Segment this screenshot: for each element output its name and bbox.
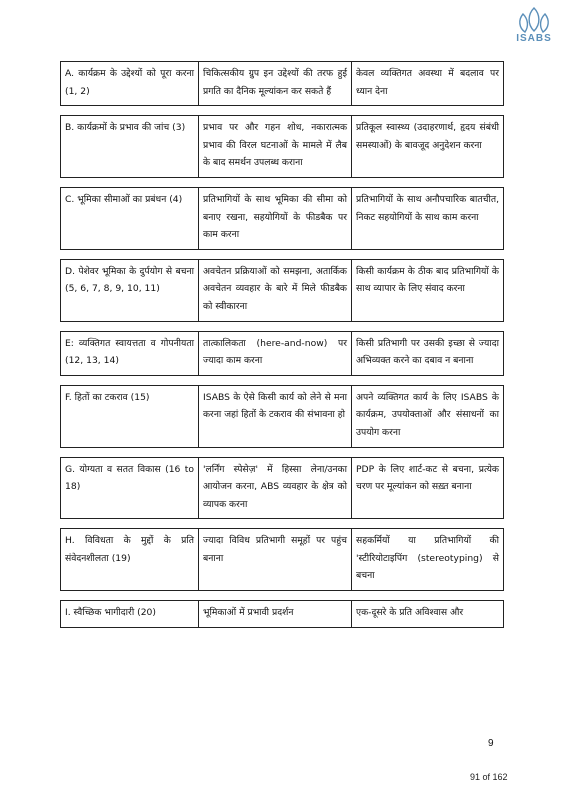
table-cell-do: भूमिकाओं में प्रभावी प्रदर्शन (199, 600, 352, 628)
table-cell-objective: H. विविधता के मुद्दों के प्रति संवेदनशीलता (19) (60, 528, 199, 591)
table-cell-do: 'लर्निंग स्पेसेज़' में हिस्सा लेना/उनका आयोजन करना, ABS व्यवहार के क्षेत्र को व्यापक करना (199, 457, 352, 520)
table-cell-avoid: किसी प्रतिभागी पर उसकी इच्छा से ज्यादा अभिव्यक्त करने का दबाव न बनाना (352, 331, 504, 376)
table-cell-objective: C. भूमिका सीमाओं का प्रबंधन (4) (60, 187, 199, 250)
table-row (60, 385, 504, 448)
table-cell-objective: B. कार्यक्रमों के प्रभाव की जांच (3) (60, 115, 199, 178)
table-cell-objective: F. हितों का टकराव (15) (60, 385, 199, 448)
table-cell-avoid: अपने व्यक्तिगत कार्य के लिए ISABS के कार्यक्रम, उपयोक्ताओं और संसाधनों का उपयोग करना (352, 385, 504, 448)
table-cell-avoid: केवल व्यक्तिगत अवस्था में बदलाव पर ध्यान देना (352, 61, 504, 106)
table-row (60, 187, 504, 250)
table-cell-avoid: प्रतिकूल स्वास्थ्य (उदाहरणार्थ, हृदय संबंधी समस्याओं) के बावजूद अनुदेशन करना (352, 115, 504, 178)
page-count: 91 of 162 (470, 772, 508, 782)
table-cell-avoid: किसी कार्यक्रम के ठीक बाद प्रतिभागियों के साथ व्यापार के लिए संवाद करना (352, 259, 504, 322)
table-cell-objective: G. योग्यता व सतत विकास (16 to 18) (60, 457, 199, 520)
table-row (60, 528, 504, 591)
table-cell-do: प्रतिभागियों के साथ भूमिका की सीमा को बनाए रखना, सहयोगियों के फीडबैक पर काम करना (199, 187, 352, 250)
table-row (60, 331, 504, 376)
table-row (60, 457, 504, 520)
guidelines-table (60, 61, 504, 628)
table-row (60, 115, 504, 178)
table-cell-objective: A. कार्यक्रम के उद्देश्यों को पूरा करना (1, 2) (60, 61, 199, 106)
table-cell-objective: D. पेशेवर भूमिका के दुर्पयोग से बचना (5, 6, 7, 8, 9, 10, 11) (60, 259, 199, 322)
table-row (60, 259, 504, 322)
table-cell-avoid: प्रतिभागियों के साथ अनौपचारिक बातचीत, निकट सहयोगियों के साथ काम करना (352, 187, 504, 250)
table-row (60, 600, 504, 628)
logo-text: ISABS (516, 33, 552, 44)
table-cell-do: चिकित्सकीय ग्रुप इन उद्देश्यों की तरफ हुई प्रगति का दैनिक मूल्यांकन कर सकते हैं (199, 61, 352, 106)
table-cell-objective: E: व्यक्तिगत स्वायत्तता व गोपनीयता (12, 13, 14) (60, 331, 199, 376)
table-cell-objective: I. स्वैच्छिक भागीदारी (20) (60, 600, 199, 628)
table-cell-do: प्रभाव पर और गहन शोध, नकारात्मक प्रभाव की विरल घटनाओं के मामले में लैब के बाद समर्थन उपलब्ध कराना (199, 115, 352, 178)
table-cell-avoid: सहकर्मियों या प्रतिभागियों की 'स्टीरियोटाइपिंग (stereotyping) से बचना (352, 528, 504, 591)
table-cell-avoid: एक-दूसरे के प्रति अविश्वास और (352, 600, 504, 628)
page-number: 9 (488, 738, 494, 749)
table-cell-do: अवचेतन प्रक्रियाओं को समझना, अतार्किक अवचेतन व्यवहार के बारे में मिले फीडबैक को स्वीकारना (199, 259, 352, 322)
table-cell-do: ISABS के ऐसे किसी कार्य को लेने से मना करना जहां हितों के टकराव की संभावना हो (199, 385, 352, 448)
table-row (60, 61, 504, 106)
table-cell-do: ज्यादा विविध प्रतिभागी समूहों पर पहुंच बनाना (199, 528, 352, 591)
table-cell-avoid: PDP के लिए शार्ट-कट से बचना, प्रत्येक चरण पर मूल्यांकन को सख़्त बनाना (352, 457, 504, 520)
table-cell-do: तात्कालिकता (here-and-now) पर ज्यादा काम करना (199, 331, 352, 376)
